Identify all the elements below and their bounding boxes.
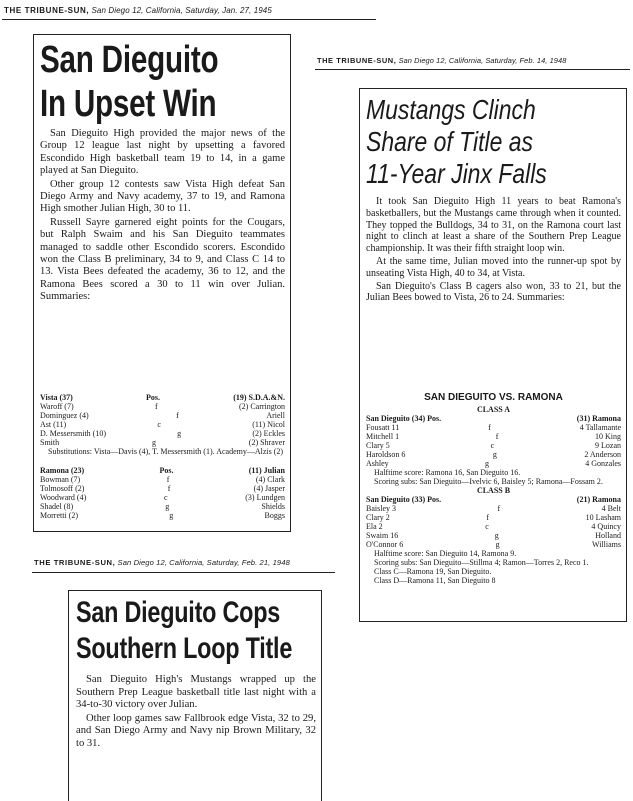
halftime-score: Halftime score: Ramona 16, San Dieguito 16.: [374, 468, 521, 477]
box-row: Shadel (8) g Shields: [40, 502, 285, 511]
dateline-place: San Diego 12, California, Saturday, Feb. 14, 1948: [398, 56, 567, 65]
dateline-rule: [32, 572, 335, 573]
article-body: [40, 128, 285, 305]
paper-name: THE TRIBUNE-SUN,: [4, 6, 90, 15]
headline-line-2: Southern Loop Title: [76, 632, 293, 665]
dateline: [34, 558, 290, 567]
paragraph: Russell Sayre garnered eight points for the Cougars, but Ralph Swaim and his San Dieguito teammates managed to saddle other Escondido scorers. Escondido won the Class B preliminary, 34 to 9, and Class C 14 to 13. Vista Bees defeated the academy, 36 to 12, and the Ramona Bees scored a 30 to 11 win over Julian. Summaries:: [40, 216, 285, 303]
box-row: Mitchell 1 f 10 King: [366, 432, 621, 441]
box-score-ramona: [40, 466, 285, 520]
paragraph: San Dieguito High's Mustangs wrapped up the Southern Prep League basketball title last night with a 34-to-30 victory over Julian.: [76, 674, 316, 711]
paragraph: San Dieguito's Class B cagers also won, 33 to 21, but the Julian Bees bowed to Vista, 26 to 24. Summaries:: [366, 280, 621, 304]
box-row: Baisley 3 f 4 Belt: [366, 504, 621, 513]
article-body: [366, 196, 621, 305]
box-score-header: [40, 466, 285, 475]
dateline-place: San Diego 12, California, Saturday, Feb. 21, 1948: [117, 558, 290, 567]
class-label: CLASS A: [476, 405, 511, 414]
team-left: Vista (37): [40, 393, 73, 402]
headline-line-3: 11-Year Jinx Falls: [366, 158, 547, 189]
headline-line-1: Mustangs Clinch: [366, 94, 536, 125]
box-row: Ashley g 4 Gonzales: [366, 459, 621, 468]
box-row: Bowman (7) f (4) Clark: [40, 475, 285, 484]
clip-feb-14-1948: [300, 50, 633, 610]
pos-label: Pos.: [146, 393, 161, 402]
dateline: [4, 6, 272, 15]
paragraph: At the same time, Julian moved into the runner-up spot by unseating Vista High, 40 to 34, at Vista.: [366, 255, 621, 279]
box-row: Haroldson 6 g 2 Anderson: [366, 450, 621, 459]
box-row: D. Messersmith (10) g (2) Eckles: [40, 429, 285, 438]
box-row: Ast (11) c (11) Nicol: [40, 420, 285, 429]
box-row: Clary 5 c 9 Lozan: [366, 441, 621, 450]
clip-feb-21-1948: [0, 550, 340, 798]
dateline: [317, 56, 566, 65]
team-left: Ramona (23): [40, 466, 85, 475]
box-score-header: San Dieguito (34) Pos. (31) Ramona: [366, 414, 621, 423]
box-score-vista: [40, 393, 285, 456]
scoring-subs: Scoring subs: San Dieguito—Ivelvic 6, Baisley 5; Ramona—Fossam 2.: [374, 477, 603, 486]
dateline-rule: [315, 69, 630, 70]
team-right: (11) Julian: [248, 466, 285, 475]
dateline-place: San Diego 12, California, Saturday, Jan. 27, 1945: [91, 6, 272, 15]
dateline-rule: [2, 19, 376, 20]
scoring-subs: Scoring subs: San Dieguito—Stillma 4; Ramon—Torres 2, Reco 1.: [374, 558, 589, 567]
halftime-score: Halftime score: San Dieguito 14, Ramona 9.: [374, 549, 517, 558]
paragraph: Other group 12 contests saw Vista High defeat San Diego Army and Navy academy, 37 to 19, and Ramona High smother Julian High, 30 to 11.: [40, 178, 285, 215]
box-row: Morretti (2) g Boggs: [40, 511, 285, 520]
box-score-header: [40, 393, 285, 402]
article-body: [76, 674, 316, 752]
box-scores: [366, 392, 621, 585]
box-row: Woodward (4) c (3) Lundgen: [40, 493, 285, 502]
team-right: (19) S.D.A.&N.: [233, 393, 285, 402]
clip-jan-27-1945: [0, 0, 325, 540]
box-row: Tolmosoff (2) f (4) Jasper: [40, 484, 285, 493]
class-d-result: Class D—Ramona 11, San Dieguito 8: [374, 576, 496, 585]
vs-title: SAN DIEGUITO VS. RAMONA: [424, 392, 563, 403]
box-row: Fousatt 11 f 4 Tallamante: [366, 423, 621, 432]
box-row: Waroff (7) f (2) Carrington: [40, 402, 285, 411]
box-row: O'Connor 6 g Williams: [366, 540, 621, 549]
box-score-header: San Dieguito (33) Pos. (21) Ramona: [366, 495, 621, 504]
headline-line-1: San Dieguito: [40, 39, 219, 81]
box-row: Smith g (2) Shraver: [40, 438, 285, 447]
box-row: Swaim 16 g Holland: [366, 531, 621, 540]
class-c-result: Class C—Ramona 19, San Dieguito.: [374, 567, 492, 576]
substitutions: Substitutions: Vista—Davis (4), T. Messersmith (1). Academy—Alzis (2): [48, 447, 284, 456]
headline-line-2: Share of Title as: [366, 126, 533, 157]
paragraph: Other loop games saw Fallbrook edge Vista, 32 to 29, and San Diego Army and Navy nip Brown Military, 32 to 31.: [76, 712, 316, 749]
headline-line-1: San Dieguito Cops: [76, 596, 281, 629]
box-row: Dominguez (4) f Ariell: [40, 411, 285, 420]
pos-label: Pos.: [159, 466, 174, 475]
paragraph: San Dieguito High provided the major news of the Group 12 league last night by upsetting a favored Escondido High basketball team 19 to 14, in a game played at San Dieguito.: [40, 128, 285, 177]
class-label: CLASS B: [476, 486, 511, 495]
box-row: Ela 2 c 4 Quincy: [366, 522, 621, 531]
paragraph: It took San Dieguito High 11 years to beat Ramona's basketballers, but the Mustangs came through when it counted. They topped the Bulldogs, 34 to 31, on the Ramona court last night to clinch at least a share of the Southern Prep League championship. It was their fifth straight loop win.: [366, 196, 621, 255]
headline-line-2: In Upset Win: [40, 83, 217, 125]
paper-name: THE TRIBUNE-SUN,: [34, 558, 116, 567]
box-row: Clary 2 f 10 Lasham: [366, 513, 621, 522]
paper-name: THE TRIBUNE-SUN,: [317, 56, 397, 65]
